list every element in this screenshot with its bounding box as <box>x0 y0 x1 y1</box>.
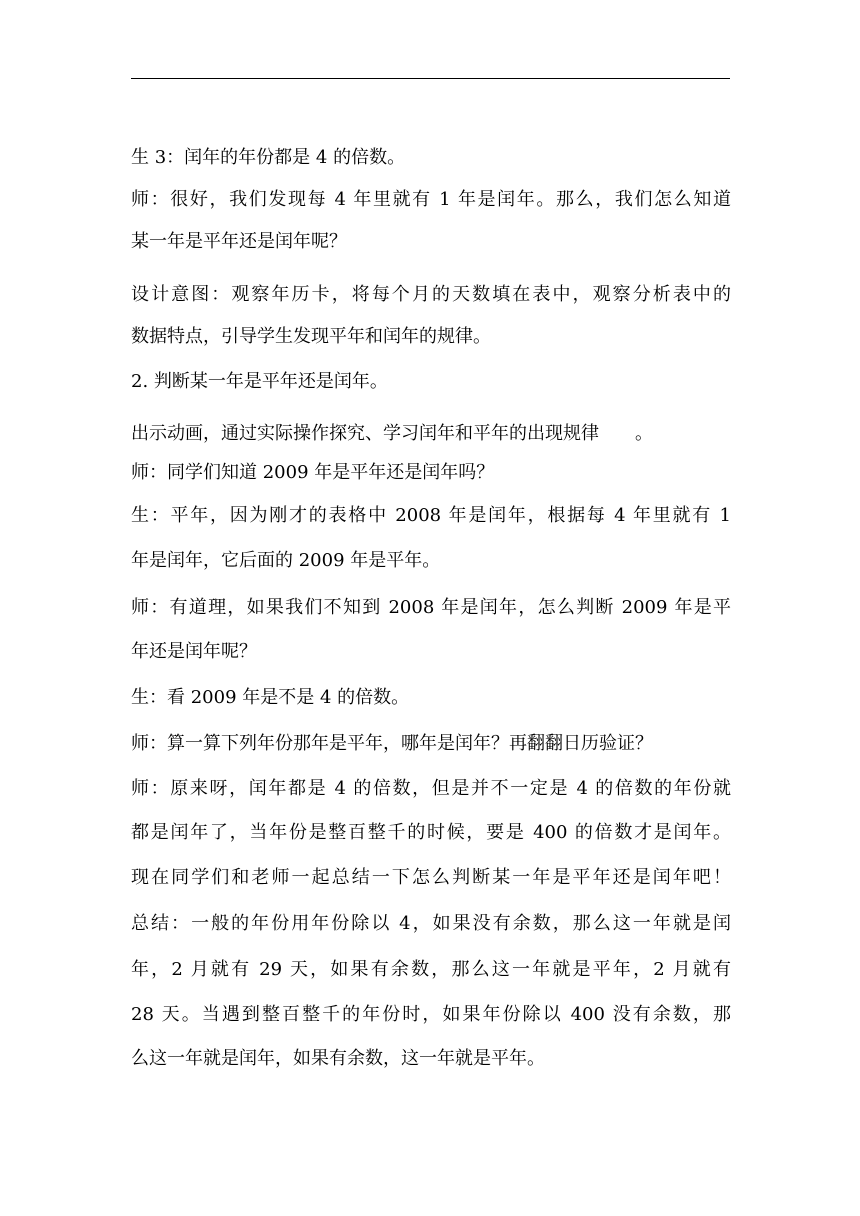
text-line: 么这一年就是闰年，如果有余数，这一年就是平年。 <box>131 1048 545 1069</box>
text-line: 都是闰年了，当年份是整百整千的时候，要是 400 的倍数才是闰年。 <box>131 822 731 843</box>
text-line: 出示动画，通过实际操作探究、学习闰年和平年的出现规律 。 <box>131 423 653 444</box>
text-line: 师：很好，我们发现每 4 年里就有 1 年是闰年。那么，我们怎么知道 <box>131 189 731 210</box>
text-line: 设计意图：观察年历卡，将每个月的天数填在表中，观察分析表中的 <box>131 284 731 305</box>
header-rule <box>131 78 730 79</box>
text-line: 师：有道理，如果我们不知到 2008 年是闰年，怎么判断 2009 年是平 <box>131 597 731 618</box>
text-line: 某一年是平年还是闰年呢？ <box>131 231 347 252</box>
text-line: 2. 判断某一年是平年还是闰年。 <box>131 371 388 392</box>
text-line: 生：平年，因为刚才的表格中 2008 年是闰年，根据每 4 年里就有 1 <box>131 505 731 526</box>
text-line: 28 天。当遇到整百整千的年份时，如果年份除以 400 没有余数，那 <box>131 1004 731 1025</box>
text-line: 现在同学们和老师一起总结一下怎么判断某一年是平年还是闰年吧！ <box>131 867 731 888</box>
text-line: 师：原来呀，闰年都是 4 的倍数，但是并不一定是 4 的倍数的年份就 <box>131 778 731 799</box>
text-line: 师：算一算下列年份那年是平年，哪年是闰年？再翻翻日历验证？ <box>131 733 653 754</box>
text-line: 数据特点，引导学生发现平年和闰年的规律。 <box>131 326 491 347</box>
text-line: 年，2 月就有 29 天，如果有余数，那么这一年就是平年，2 月就有 <box>131 959 731 980</box>
text-line: 年是闰年，它后面的 2009 年是平年。 <box>131 550 441 571</box>
text-line: 年还是闰年呢？ <box>131 641 257 662</box>
text-line: 师：同学们知道 2009 年是平年还是闰年吗？ <box>131 462 495 483</box>
text-line: 生：看 2009 年是不是 4 的倍数。 <box>131 687 410 708</box>
text-line: 生 3：闰年的年份都是 4 的倍数。 <box>131 147 406 168</box>
text-line: 总结：一般的年份用年份除以 4，如果没有余数，那么这一年就是闰 <box>131 913 731 934</box>
